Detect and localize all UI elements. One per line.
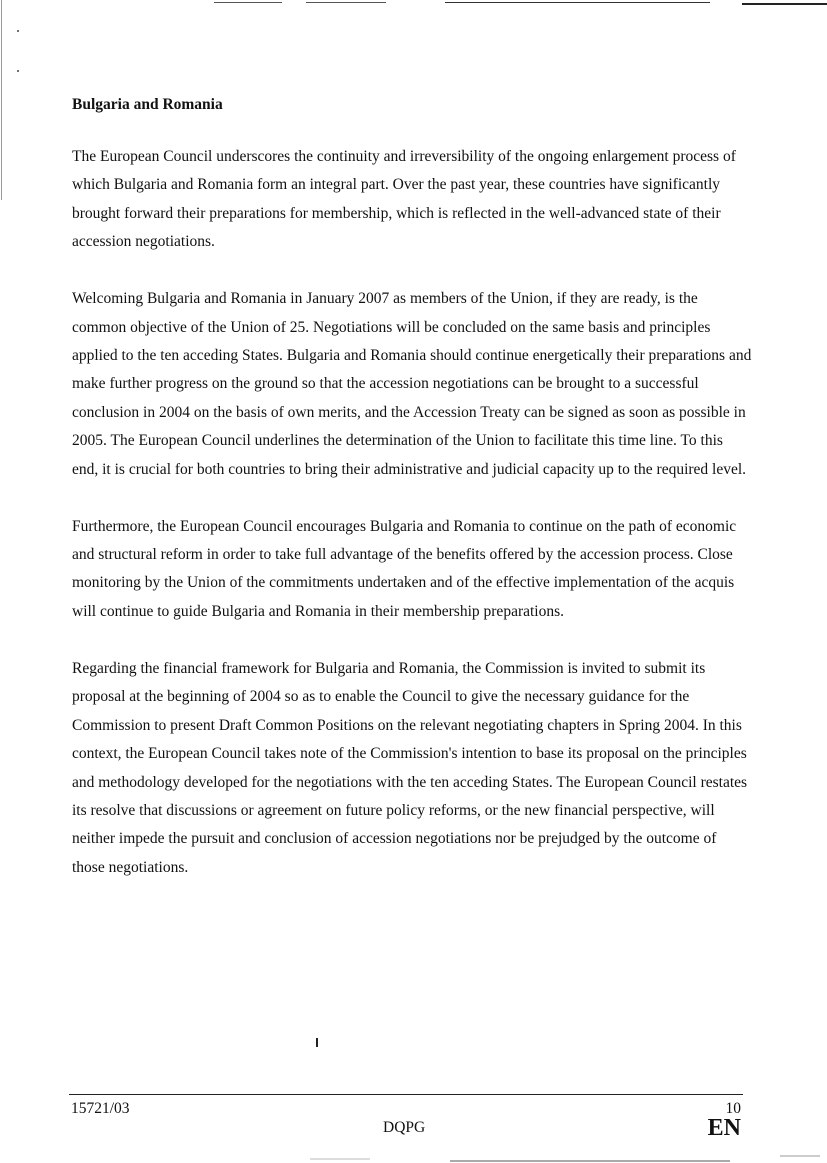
scan-artifact-smudge <box>450 1160 730 1162</box>
scan-artifact-mark <box>316 1038 318 1047</box>
paragraph-financial-framework: Regarding the financial framework for Bulgaria and Romania, the Commission is invited to submit its proposal at the beginning of 2004 so as to enable the Council to give the necessary guidance for the Commission to present Draft Common Positions on the relevant negotiating chapters in Spring 2004. In this context, the European Council takes note of the Commission's intention to base its proposal on the principles and methodology developed for the negotiations with the ten acceding States. The European Council restates its resolve that discussions or agreement on future policy reforms, or the new financial perspective, will neither impede the pursuit and conclusion of accession negotiations nor be prejudged by the outcome of those negotiations. <box>72 659 748 876</box>
paragraph-accession-2007: Welcoming Bulgaria and Romania in January 2007 as members of the Union, if they are ready, is the common objective of the Union of 25. Negotiations will be concluded on the same basis and principles applied to the ten acceding States. Bulgaria and Romania should continue energetically their preparations and make further progress on the ground so that the accession negotiations can be brought to a successful conclusion in 2004 on the basis of own merits, and the Accession Treaty can be signed as soon as possible in 2005. The European Council underlines the determination of the Union to facilitate this time line. To this end, it is crucial for both countries to bring their administrative and judicial capacity up to the required level. <box>72 290 752 478</box>
scan-artifact-dot <box>17 70 19 72</box>
scan-artifact-smudge <box>310 1158 370 1160</box>
scan-artifact-dot <box>17 30 19 32</box>
scan-artifact-line <box>445 2 710 3</box>
scan-artifact-line <box>742 3 827 5</box>
scan-artifact-smudge <box>780 1155 820 1157</box>
scan-artifact-line <box>306 2 386 3</box>
scan-artifact-line <box>214 2 282 3</box>
footer-divider <box>69 1094 743 1095</box>
section-heading: Bulgaria and Romania <box>72 96 223 113</box>
document-body <box>72 95 752 911</box>
department-code: DQPG <box>383 1119 426 1136</box>
language-code: EN <box>707 1115 741 1141</box>
scan-artifact-edge <box>1 0 2 200</box>
paragraph-continuity: The European Council underscores the continuity and irreversibility of the ongoing enlargement process of which Bulgaria and Romania form an integral part. Over the past year, these countries have significantly brought forward their preparations for membership, which is reflected in the well-advanced state of their accession negotiations. <box>72 148 736 251</box>
document-reference: 15721/03 <box>71 1100 130 1117</box>
paragraph-reform: Furthermore, the European Council encourages Bulgaria and Romania to continue on the path of economic and structural reform in order to take full advantage of the benefits offered by the accession process. Close monitoring by the Union of the commitments undertaken and of the effective implementation of the acquis will continue to guide Bulgaria and Romania in their membership preparations. <box>72 517 737 620</box>
page-number: 10 <box>725 1100 741 1117</box>
